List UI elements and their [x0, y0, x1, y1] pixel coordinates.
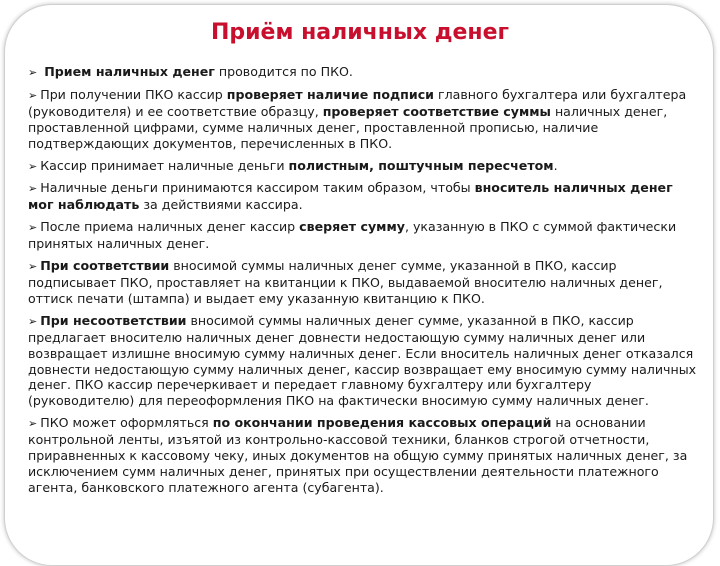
text: вносимой суммы наличных денег сумме, указанной в ПКО, кассир предлагает вносителю наличных денег довнести недостающую сумму наличных денег или возвращает излишне вносимую сумму наличных денег. Если вноситель наличных денег отказался довнести недостающую сумму наличных денег, кассир возвращает ему вносимую сумму наличных денег. ПКО кассир перечеркивает и передает главному бухгалтеру или бухгалтеру (руководителю) для переоформления ПКО на фактически вносимую сумму наличных денег.	[28, 312, 697, 409]
bullet-item	[28, 64, 700, 81]
text: ПКО может оформляться	[40, 415, 213, 431]
bullet-item	[28, 313, 700, 409]
bold-text: проверяет наличие подписи	[226, 86, 434, 102]
arrow-bullet-icon: ➢	[28, 88, 38, 102]
bold-text: При несоответствии	[40, 312, 187, 328]
bullet-item	[28, 87, 700, 152]
text: , указанную в ПКО с суммой фактически принятых наличных денег.	[28, 219, 677, 252]
bullet-list	[28, 64, 700, 502]
arrow-bullet-icon: ➢	[28, 221, 38, 235]
text: Наличные деньги принимаются кассиром таким образом, чтобы	[40, 180, 475, 196]
bullet-item	[28, 180, 700, 213]
bold-text: При соответствии	[40, 258, 170, 274]
bold-text: проверяет соответствие суммы	[322, 103, 551, 119]
slide-title: Приём наличных денег	[210, 20, 510, 45]
text: за действиями кассира.	[139, 197, 303, 213]
bold-text: сверяет сумму	[299, 219, 405, 235]
bullet-item	[28, 258, 700, 307]
arrow-bullet-icon: ➢	[28, 260, 38, 274]
bold-text: Прием наличных денег	[44, 64, 215, 79]
text: проводится по ПКО.	[214, 64, 353, 79]
bullet-item	[28, 158, 700, 175]
arrow-bullet-icon: ➢	[28, 66, 38, 79]
text: .	[553, 157, 558, 173]
arrow-bullet-icon: ➢	[28, 159, 38, 173]
text: После приема наличных денег кассир	[40, 219, 300, 235]
text: главного бухгалтера или бухгалтера (руководителя) и ее соответствие образцу,	[28, 86, 687, 119]
text: вносимой суммы наличных денег сумме, указанной в ПКО, кассир подписывает ПКО, проставляет на квитанции к ПКО, выдаваемой вносителю наличных денег, оттиск печати (штампа) и выдает ему указанную квитанцию к ПКО.	[28, 258, 663, 306]
bullet-item	[28, 415, 700, 496]
arrow-bullet-icon: ➢	[28, 182, 38, 196]
text: При получении ПКО кассир	[40, 86, 227, 102]
text: Кассир принимает наличные деньги	[40, 157, 289, 173]
arrow-bullet-icon: ➢	[28, 314, 38, 328]
bold-text: вноситель наличных денег мог наблюдать	[28, 180, 673, 213]
text: наличных денег, проставленной цифрами, сумме наличных денег, проставленной прописью, наличие подтверждающих документов, перечисленных в ПКО.	[28, 103, 668, 151]
text: на основании контрольной ленты, изъятой из контрольно-кассовой техники, бланков строгой отчетности, приравненных к кассовому чеку, иных документов на общую сумму принятых наличных денег, за исключением сумм наличных денег, принятых при осуществлении деятельности платежного агента, банковского платежного агента (субагента).	[28, 415, 688, 495]
bullet-item	[28, 219, 700, 252]
arrow-bullet-icon: ➢	[28, 417, 38, 431]
bold-text: полистным, поштучным пересчетом	[288, 157, 554, 173]
bold-text: по окончании проведения кассовых операций	[212, 415, 552, 431]
